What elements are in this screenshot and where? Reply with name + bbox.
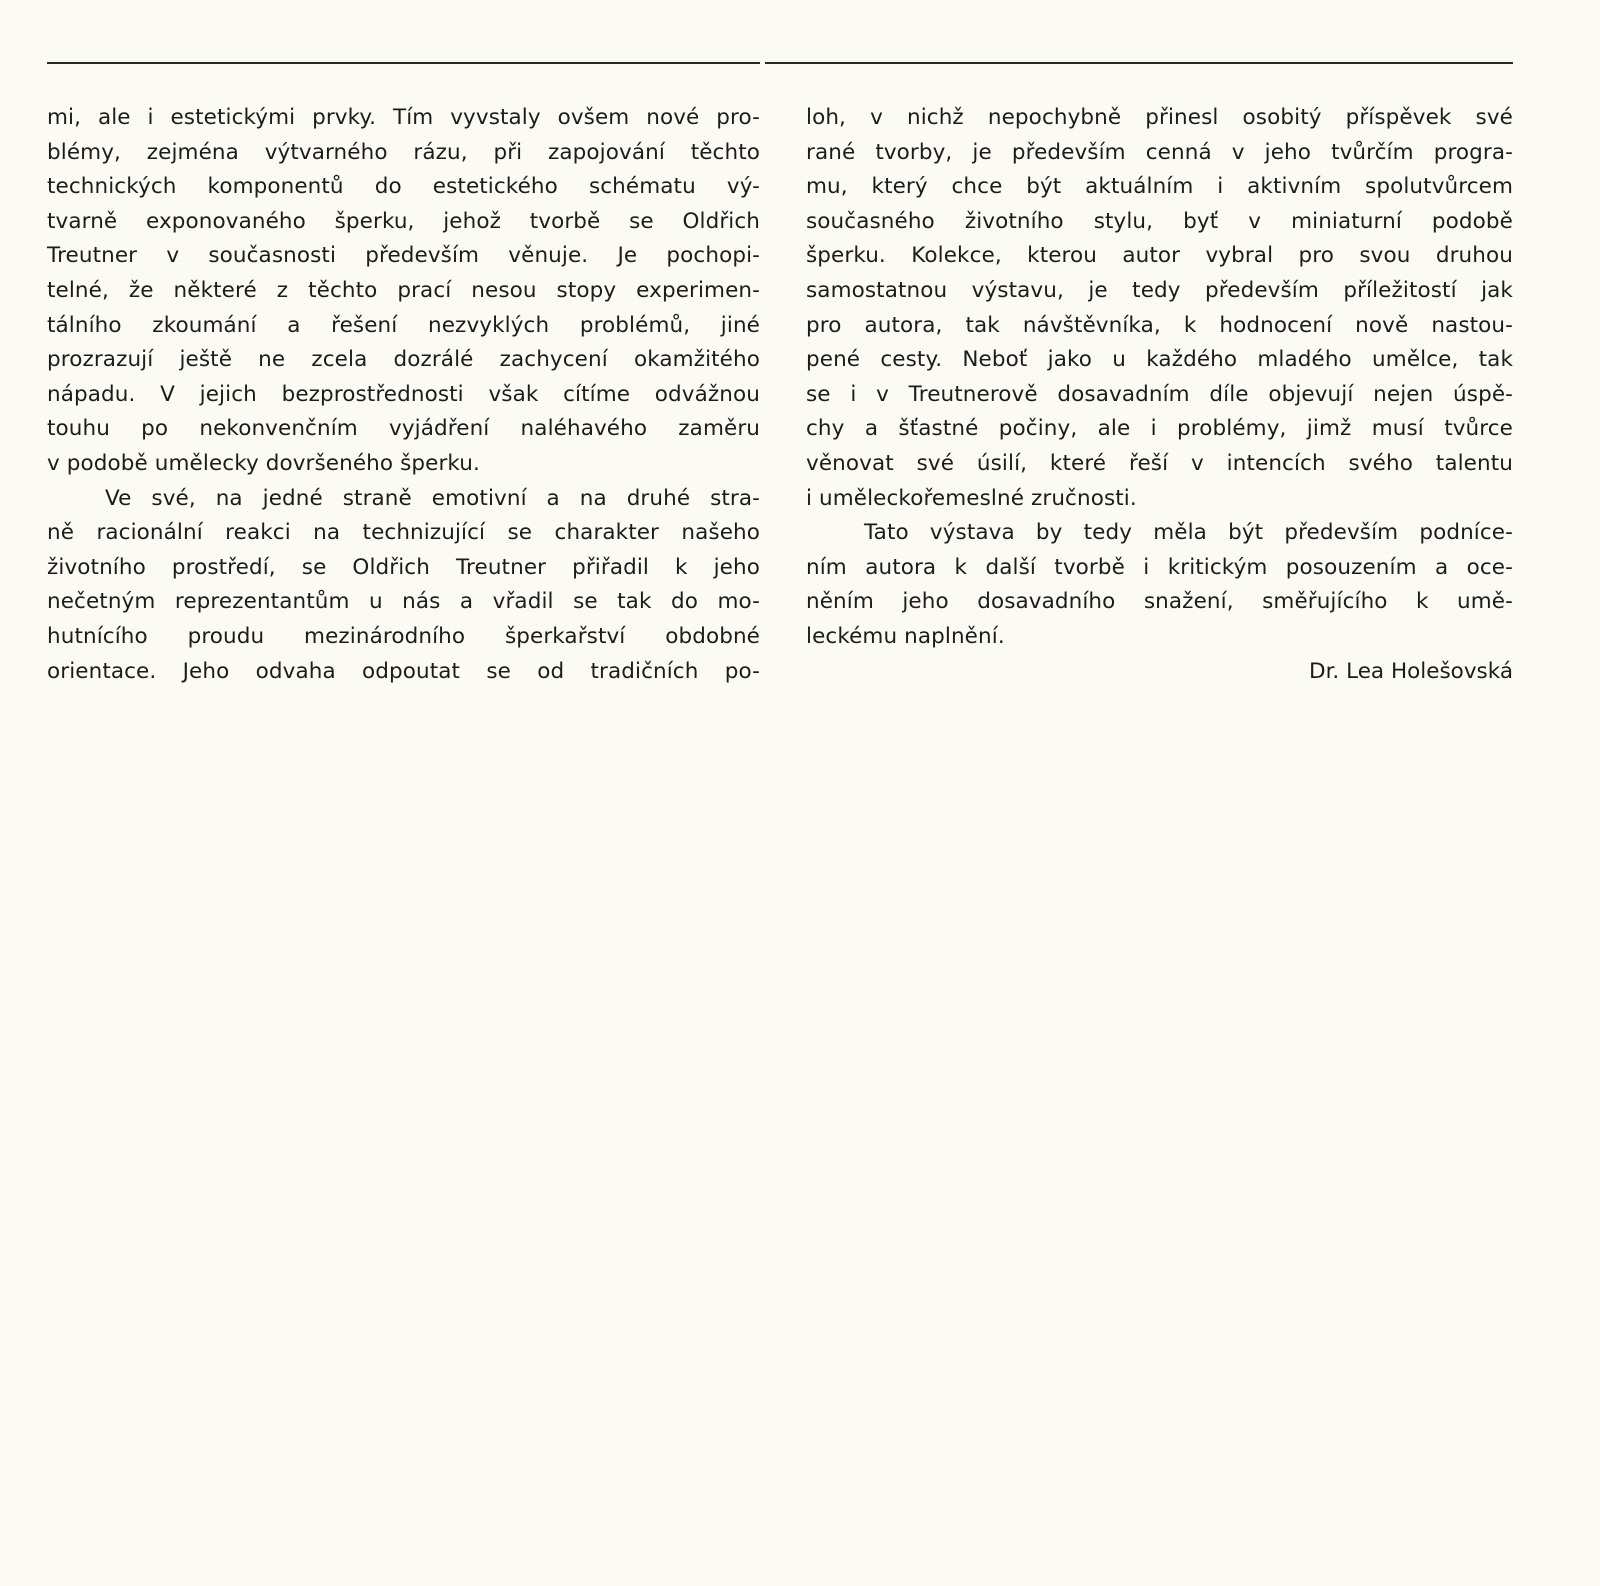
text-line: tálního zkoumání a řešení nezvyklých problémů, jiné (47, 312, 760, 338)
text-line: orientace. Jeho odvaha odpoutat se od tradičních po- (47, 658, 760, 684)
text-line: mu, který chce být aktuálním i aktivním spolutvůrcem (806, 174, 1513, 200)
text-line: Ve své, na jedné straně emotivní a na druhé stra- (105, 485, 760, 511)
text-line: věnovat své úsilí, které řeší v intencích svého talentu (806, 450, 1513, 476)
header-rule-right (765, 62, 1513, 64)
text-line: šperku. Kolekce, kterou autor vybral pro svou druhou (806, 243, 1513, 269)
author-signature: Dr. Lea Holešovská (1309, 658, 1513, 684)
text-line: samostatnou výstavu, je tedy především příležitostí jak (806, 277, 1513, 303)
text-column-left (47, 101, 760, 689)
text-line: hutnícího proudu mezinárodního šperkařství obdobné (47, 623, 760, 649)
text-line: něním jeho dosavadního snažení, směřujícího k umě- (806, 589, 1513, 615)
text-line: leckému naplnění. (806, 623, 1005, 649)
text-line: Tato výstava by tedy měla být především podníce- (864, 520, 1513, 546)
text-line: Treutner v současnosti především věnuje. Je pochopi- (47, 243, 760, 269)
text-line: pené cesty. Neboť jako u každého mladého umělce, tak (806, 347, 1513, 373)
text-line: prozrazují ještě ne zcela dozrálé zachycení okamžitého (47, 347, 760, 373)
text-column-right (806, 101, 1513, 689)
text-line: životního prostředí, se Oldřich Treutner přiřadil k jeho (47, 554, 760, 580)
text-line: blémy, zejména výtvarného rázu, při zapojování těchto (47, 139, 760, 165)
text-line: se i v Treutnerově dosavadním díle objevují nejen úspě- (806, 381, 1513, 407)
header-rule-left (47, 62, 760, 64)
text-line: v podobě umělecky dovršeného šperku. (47, 450, 480, 476)
text-line: mi, ale i estetickými prvky. Tím vyvstaly ovšem nové pro- (47, 105, 760, 130)
text-line: i uměleckořemeslné zručnosti. (806, 485, 1137, 511)
text-line: telné, že některé z těchto prací nesou stopy experimen- (47, 277, 760, 303)
text-line: touhu po nekonvenčním vyjádření naléhavého zaměru (47, 416, 760, 442)
text-line: tvarně exponovaného šperku, jehož tvorbě se Oldřich (47, 208, 760, 234)
text-line: nečetným reprezentantům u nás a vřadil se tak do mo- (47, 589, 760, 615)
text-line: loh, v nichž nepochybně přinesl osobitý příspěvek své (806, 105, 1513, 130)
text-line: současného životního stylu, byť v miniaturní podobě (806, 208, 1513, 234)
text-line: rané tvorby, je především cenná v jeho tvůrčím progra- (806, 139, 1513, 165)
text-line: technických komponentů do estetického schématu vý- (47, 174, 760, 200)
text-line: nápadu. V jejich bezprostřednosti však cítíme odvážnou (47, 381, 760, 407)
text-line: chy a šťastné počiny, ale i problémy, jimž musí tvůrce (806, 416, 1513, 442)
text-line: ním autora k další tvorbě i kritickým posouzením a oce- (806, 554, 1513, 580)
text-line: pro autora, tak návštěvníka, k hodnocení nově nastou- (806, 312, 1513, 338)
text-line: ně racionální reakci na technizující se charakter našeho (47, 520, 760, 546)
